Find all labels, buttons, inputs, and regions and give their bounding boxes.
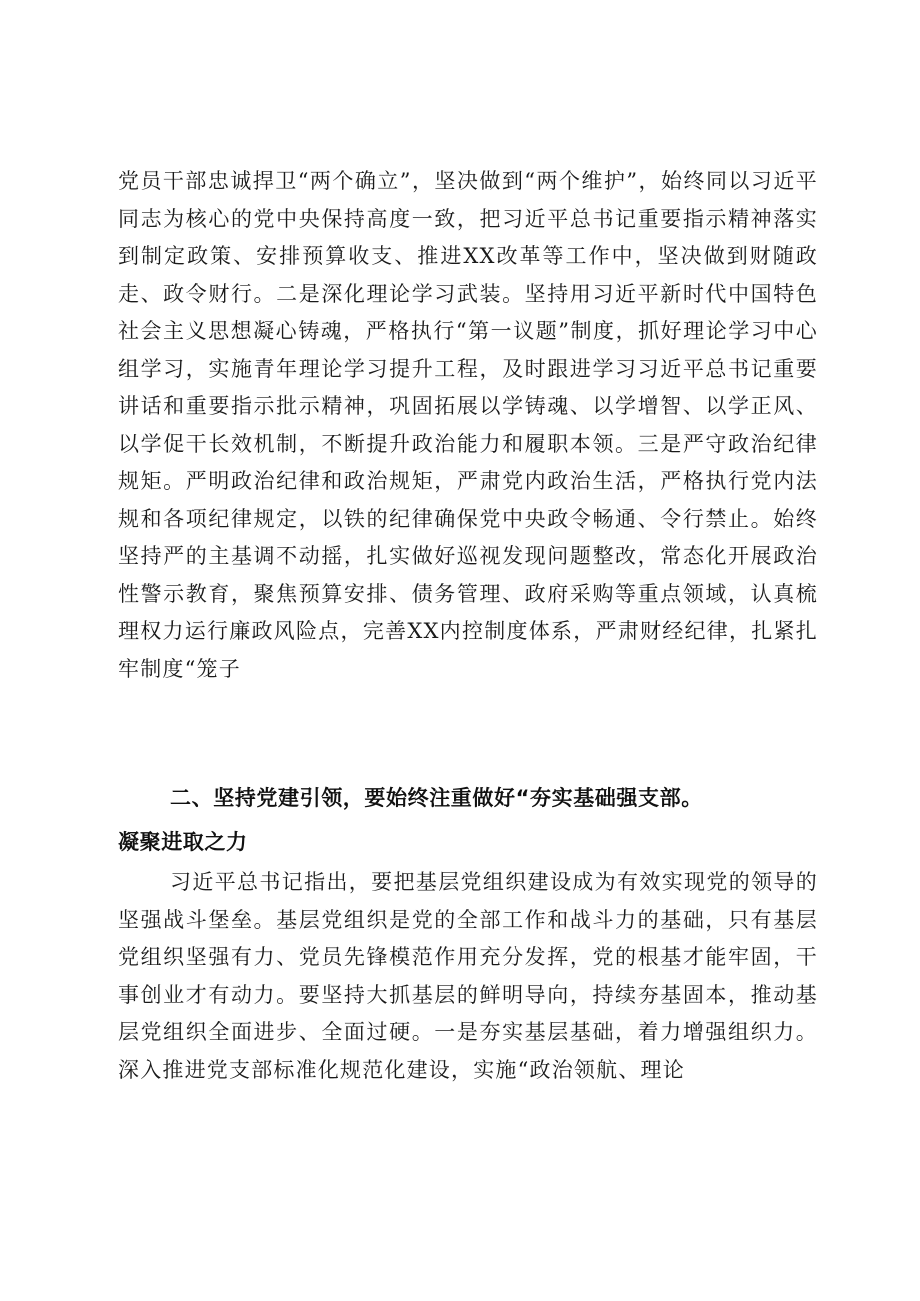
section-heading-line-2: 凝聚进取之力 bbox=[118, 830, 248, 854]
section-heading bbox=[118, 776, 818, 864]
body-paragraph-1: 党员干部忠诚捍卫“两个确立”，坚决做到“两个维护”，始终同以习近平同志为核心的党中央保持高度一致，把习近平总书记重要指示精神落实到制定政策、安排预算收支、推进XX改革等工作中，坚决做到财随政走、政令财行。二是深化理论学习武装。坚持用习近平新时代中国特色社会主义思想凝心铸魂，严格执行“第一议题”制度，抓好理论学习中心组学习，实施青年理论学习提升工程，及时跟进学习习近平总书记重要讲话和重要指示批示精神，巩固拓展以学铸魂、以学增智、以学正风、以学促干长效机制，不断提升政治能力和履职本领。三是严守政治纪律规矩。严明政治纪律和政治规矩，严肃党内政治生活，严格执行党内法规和各项纪律规定，以铁的纪律确保党中央政令畅通、令行禁止。始终坚持严的主基调不动摇，扎实做好巡视发现问题整改，常态化开展政治性警示教育，聚焦预算安排、债务管理、政府采购等重点领域，认真梳理权力运行廉政风险点，完善XX内控制度体系，严肃财经纪律，扎紧扎牢制度“笼子 bbox=[118, 169, 818, 681]
section-heading-line-1: 二、坚持党建引领，要始终注重做好“夯实基础强支部。 bbox=[170, 786, 703, 810]
body-section-top bbox=[118, 163, 818, 688]
body-section-bottom bbox=[118, 864, 818, 1089]
body-paragraph-2: 习近平总书记指出，要把基层党组织建设成为有效实现党的领导的坚强战斗堡垒。基层党组织是党的全部工作和战斗力的基础，只有基层党组织坚强有力、党员先锋模范作用充分发挥，党的根基才能牢固，干事创业才有动力。要坚持大抓基层的鲜明导向，持续夯基固本，推动基层党组织全面进步、全面过硬。一是夯实基层基础，着力增强组织力。深入推进党支部标准化规范化建设，实施“政治领航、理论 bbox=[118, 870, 818, 1082]
